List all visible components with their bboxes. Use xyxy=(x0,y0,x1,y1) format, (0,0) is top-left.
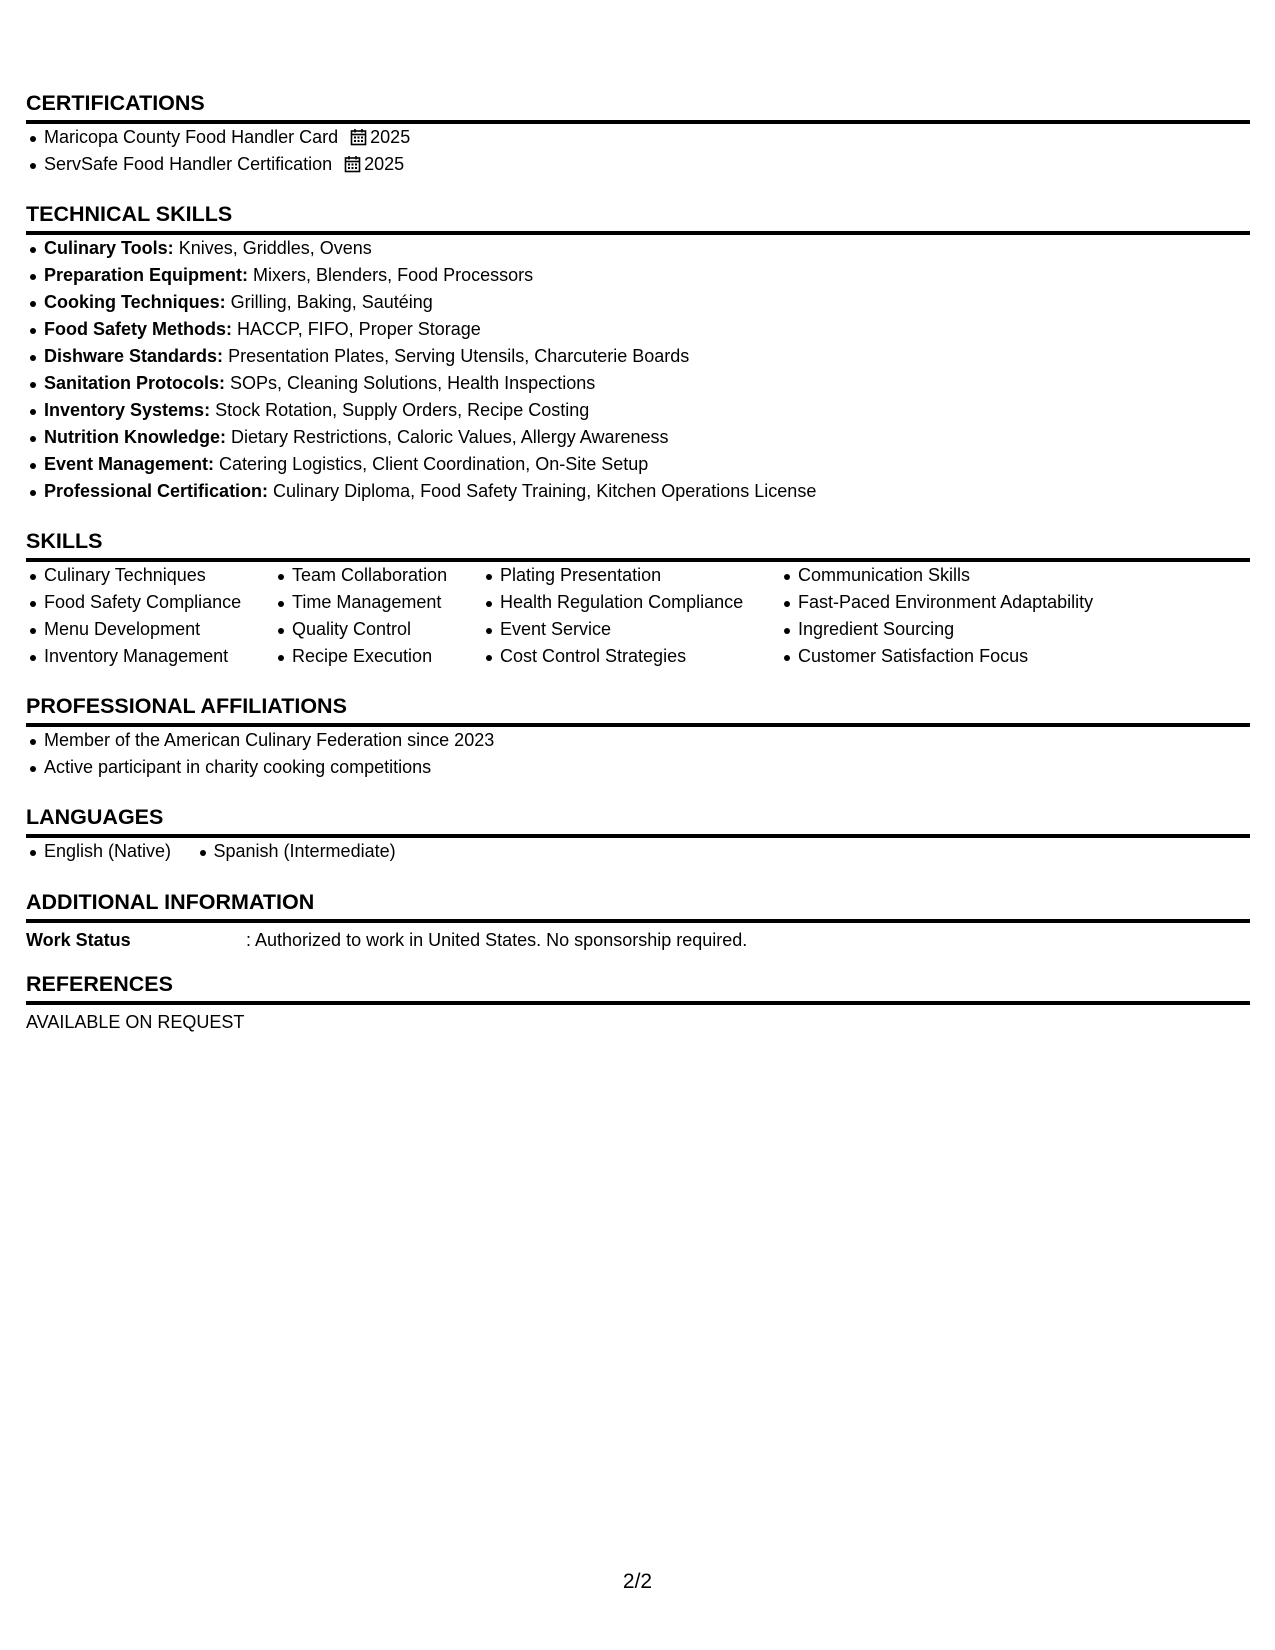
language-item: English (Native) xyxy=(26,838,171,865)
skill-item: Communication Skills xyxy=(780,562,1093,589)
technical-skills-list xyxy=(26,235,1250,505)
technical-skill-value: Stock Rotation, Supply Orders, Recipe Costing xyxy=(210,400,590,420)
technical-skill-item xyxy=(26,370,1250,397)
section-title-technical-skills: TECHNICAL SKILLS xyxy=(26,201,1250,235)
references-section xyxy=(26,971,1250,1036)
skill-item: Fast-Paced Environment Adaptability xyxy=(780,589,1093,616)
technical-skill-label: Food Safety Methods: xyxy=(44,319,232,339)
technical-skill-item xyxy=(26,397,1250,424)
skill-item: Quality Control xyxy=(274,616,447,643)
resume-page xyxy=(26,0,1250,1650)
technical-skill-label: Culinary Tools: xyxy=(44,238,174,258)
technical-skill-label: Sanitation Protocols: xyxy=(44,373,226,393)
skills-column xyxy=(482,562,743,670)
technical-skill-value: Catering Logistics, Client Coordination, On-Site Setup xyxy=(214,454,649,474)
skill-item: Plating Presentation xyxy=(482,562,743,589)
certification-year: 2025 xyxy=(364,154,405,174)
technical-skill-label: Event Management: xyxy=(44,454,215,474)
technical-skill-label: Professional Certification: xyxy=(44,481,269,501)
technical-skill-item xyxy=(26,262,1250,289)
technical-skill-value: Grilling, Baking, Sautéing xyxy=(225,292,433,312)
affiliation-item: Member of the American Culinary Federation since 2023 xyxy=(26,727,1250,754)
skill-item: Inventory Management xyxy=(26,643,241,670)
affiliations-list xyxy=(26,727,1250,781)
skill-item: Customer Satisfaction Focus xyxy=(780,643,1093,670)
skill-item: Recipe Execution xyxy=(274,643,447,670)
section-title-skills: SKILLS xyxy=(26,528,1250,562)
skill-item: Team Collaboration xyxy=(274,562,447,589)
technical-skill-value: Knives, Griddles, Ovens xyxy=(173,238,372,258)
technical-skill-item xyxy=(26,289,1250,316)
technical-skill-item xyxy=(26,343,1250,370)
skill-item: Event Service xyxy=(482,616,743,643)
certification-year: 2025 xyxy=(370,127,411,147)
skill-item: Culinary Techniques xyxy=(26,562,241,589)
technical-skill-value: Presentation Plates, Serving Utensils, Charcuterie Boards xyxy=(223,346,690,366)
certification-item xyxy=(26,124,1250,151)
page-number: 2/2 xyxy=(622,1570,653,1593)
certification-name: ServSafe Food Handler Certification xyxy=(44,154,333,174)
section-title-additional-info: ADDITIONAL INFORMATION xyxy=(26,889,1250,923)
skill-item: Ingredient Sourcing xyxy=(780,616,1093,643)
skills-section xyxy=(26,528,1250,674)
technical-skill-label: Nutrition Knowledge: xyxy=(44,427,226,447)
language-item: Spanish (Intermediate) xyxy=(196,838,396,865)
work-status-row xyxy=(26,923,1250,954)
technical-skill-item xyxy=(26,316,1250,343)
technical-skill-value: SOPs, Cleaning Solutions, Health Inspections xyxy=(225,373,596,393)
affiliations-section xyxy=(26,693,1250,781)
certifications-list xyxy=(26,124,1250,178)
section-title-languages: LANGUAGES xyxy=(26,804,1250,838)
section-title-references: REFERENCES xyxy=(26,971,1250,1005)
technical-skill-value: Culinary Diploma, Food Safety Training, Kitchen Operations License xyxy=(268,481,817,501)
skill-item: Health Regulation Compliance xyxy=(482,589,743,616)
skill-item: Menu Development xyxy=(26,616,241,643)
work-status-label: Work Status xyxy=(26,930,131,950)
additional-info-section xyxy=(26,889,1250,954)
languages-section xyxy=(26,804,1250,865)
technical-skill-item xyxy=(26,478,1250,505)
calendar-icon xyxy=(350,128,367,146)
technical-skill-label: Cooking Techniques: xyxy=(44,292,226,312)
calendar-icon xyxy=(344,155,361,173)
technical-skill-label: Dishware Standards: xyxy=(44,346,224,366)
affiliation-item: Active participant in charity cooking competitions xyxy=(26,754,1250,781)
technical-skill-value: Dietary Restrictions, Caloric Values, Allergy Awareness xyxy=(225,427,669,447)
skill-item: Food Safety Compliance xyxy=(26,589,241,616)
section-title-affiliations: PROFESSIONAL AFFILIATIONS xyxy=(26,693,1250,727)
skill-item: Cost Control Strategies xyxy=(482,643,743,670)
technical-skill-label: Preparation Equipment: xyxy=(44,265,249,285)
section-title-certifications: CERTIFICATIONS xyxy=(26,90,1250,124)
work-status-value: : Authorized to work in United States. No sponsorship required. xyxy=(246,930,748,950)
skills-column xyxy=(780,562,1093,670)
skills-column xyxy=(274,562,447,670)
technical-skill-label: Inventory Systems: xyxy=(44,400,211,420)
languages-list xyxy=(26,838,1250,865)
technical-skill-item xyxy=(26,451,1250,478)
references-text: AVAILABLE ON REQUEST xyxy=(26,1012,245,1032)
certification-name: Maricopa County Food Handler Card xyxy=(44,127,339,147)
certification-item xyxy=(26,151,1250,178)
technical-skill-item xyxy=(26,424,1250,451)
skills-column xyxy=(26,562,241,670)
technical-skill-item xyxy=(26,235,1250,262)
skills-grid xyxy=(26,562,1250,674)
technical-skill-value: Mixers, Blenders, Food Processors xyxy=(248,265,534,285)
certifications-section xyxy=(26,90,1250,178)
technical-skill-value: HACCP, FIFO, Proper Storage xyxy=(232,319,481,339)
skill-item: Time Management xyxy=(274,589,447,616)
technical-skills-section xyxy=(26,201,1250,505)
